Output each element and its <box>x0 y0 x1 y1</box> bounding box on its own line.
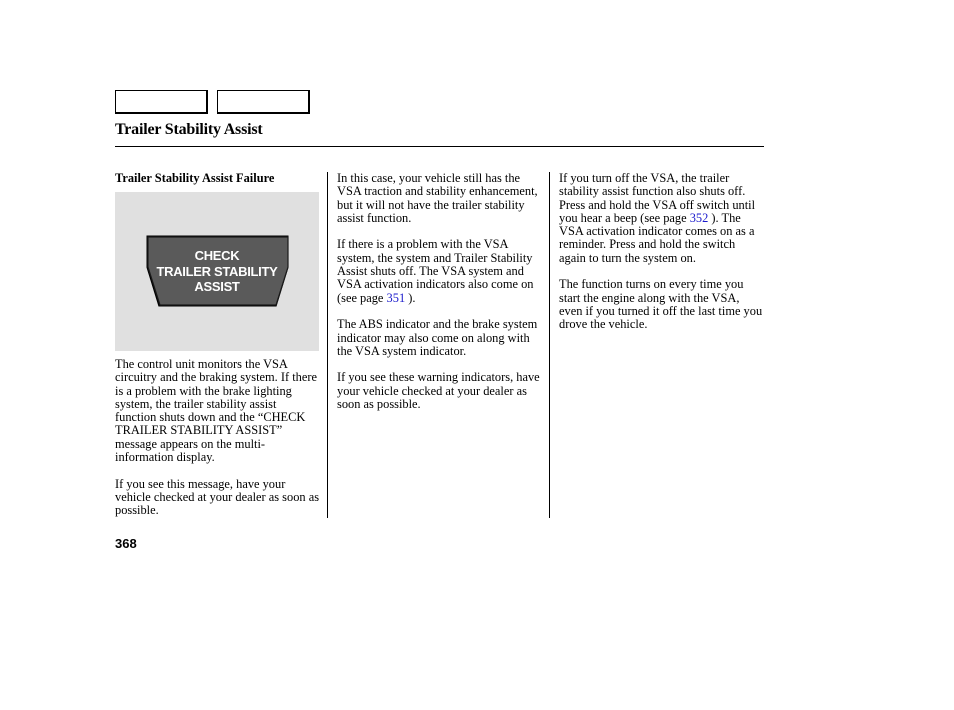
subheading: Trailer Stability Assist Failure <box>115 171 275 185</box>
col3-p1-tail: ). The VSA activation indicator comes on as a reminder. Press and hold the switch again to turn the system on. <box>559 210 755 265</box>
col2-paragraph-2 <box>337 238 543 304</box>
col3-paragraph-1 <box>559 172 765 265</box>
col1-paragraph-1: The control unit monitors the VSA circuitry and the braking system. If there is a problem with the brake lighting system, the trailer stability assist function shuts down and the “CHECK TRAILER STABILITY ASSIST” message appears on the multi-information display. <box>115 357 317 465</box>
page-link-352[interactable]: 352 <box>689 210 709 225</box>
column-2 <box>337 172 543 425</box>
col2-paragraph-3: The ABS indicator and the brake system indicator may also come on along with the VSA system indicator. <box>337 317 538 358</box>
message-line-2: TRAILER STABILITY <box>156 263 278 279</box>
col2-paragraph-4: If you see these warning indicators, have your vehicle checked at your dealer as soon as possible. <box>337 370 540 412</box>
page-number: 368 <box>115 536 137 551</box>
col3-paragraph-2: The function turns on every time you start the engine along with the VSA, even if you turned it off the last time you drove the vehicle. <box>559 277 763 332</box>
col1-paragraph-2: If you see this message, have your vehicle checked at your dealer as soon as possible. <box>115 476 320 518</box>
column-3 <box>559 172 765 345</box>
column-1-body <box>115 358 320 531</box>
display-illustration <box>115 192 319 351</box>
section-title: Trailer Stability Assist <box>115 121 263 138</box>
message-line-1: CHECK <box>194 248 240 263</box>
column-1-header <box>115 172 315 185</box>
column-divider-1 <box>327 172 328 518</box>
nav-previous-button[interactable] <box>115 90 208 114</box>
column-divider-2 <box>549 172 550 518</box>
check-trailer-stability-message <box>115 248 319 295</box>
nav-next-button[interactable] <box>217 90 310 114</box>
message-line-3: ASSIST <box>194 279 240 294</box>
col3-p1-text: If you turn off the VSA, the trailer stability assist function also shuts off. Press and hold the VSA off switch until you hear a beep (see page <box>559 171 756 225</box>
col2-p2-tail: ). <box>405 290 416 305</box>
col2-paragraph-1: In this case, your vehicle still has the VSA traction and stability enhancement, but it will not have the trailer stability assist function. <box>337 171 538 225</box>
page-link-351[interactable]: 351 <box>386 290 406 305</box>
title-divider <box>115 146 764 147</box>
col2-p2-text: If there is a problem with the VSA system, the system and Trailer Stability Assist shuts off. The VSA system and VSA activation indicators also come on (see page <box>337 237 534 305</box>
